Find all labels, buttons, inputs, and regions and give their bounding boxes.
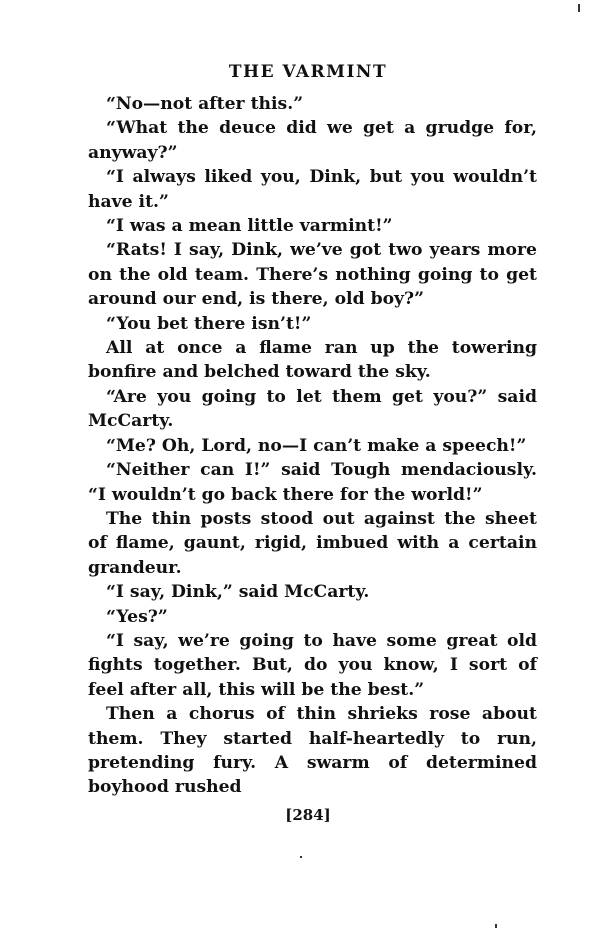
- paragraph: Then a chorus of thin shrieks rose about them. They started half-heartedly to run, pretending fury. A swarm of determined boyhood rushed: [88, 704, 537, 798]
- paragraph: “Rats! I say, Dink, we’ve got two years more on the old team. There’s nothing going to get around our end, is there, old boy?”: [88, 240, 537, 310]
- paragraph: “I always liked you, Dink, but you wouldn’t have it.”: [88, 167, 537, 212]
- paragraph: “I say, we’re going to have some great old fights together. But, do you know, I sort of feel after all, this will be the best.”: [88, 630, 537, 700]
- paragraph: “Yes?”: [106, 606, 168, 627]
- paragraph: “What the deuce did we get a grudge for, anyway?”: [88, 118, 537, 163]
- scan-speck: [300, 856, 302, 858]
- paragraph: “I was a mean little varmint!”: [106, 216, 393, 237]
- body-text: [88, 92, 537, 800]
- paragraph: “Are you going to let them get you?” said McCarty.: [88, 386, 537, 432]
- paragraph: “I say, Dink,” said McCarty.: [106, 582, 370, 603]
- paragraph: “No—not after this.”: [106, 94, 304, 114]
- paragraph: “Neither can I!” said Tough mendaciously. “I wouldn’t go back there for the world!”: [88, 460, 537, 505]
- page-number: [284]: [285, 806, 331, 824]
- paragraph: “Me? Oh, Lord, no—I can’t make a speech!”: [106, 435, 527, 456]
- running-head: THE VARMINT: [228, 62, 388, 82]
- paragraph: All at once a flame ran up the towering bonfire and belched toward the sky.: [88, 338, 537, 383]
- scan-speck: [578, 4, 580, 12]
- scan-speck: [495, 924, 497, 928]
- paragraph: The thin posts stood out against the sheet of flame, gaunt, rigid, imbued with a certain grandeur.: [88, 508, 537, 578]
- paragraph: “You bet there isn’t!”: [106, 313, 312, 334]
